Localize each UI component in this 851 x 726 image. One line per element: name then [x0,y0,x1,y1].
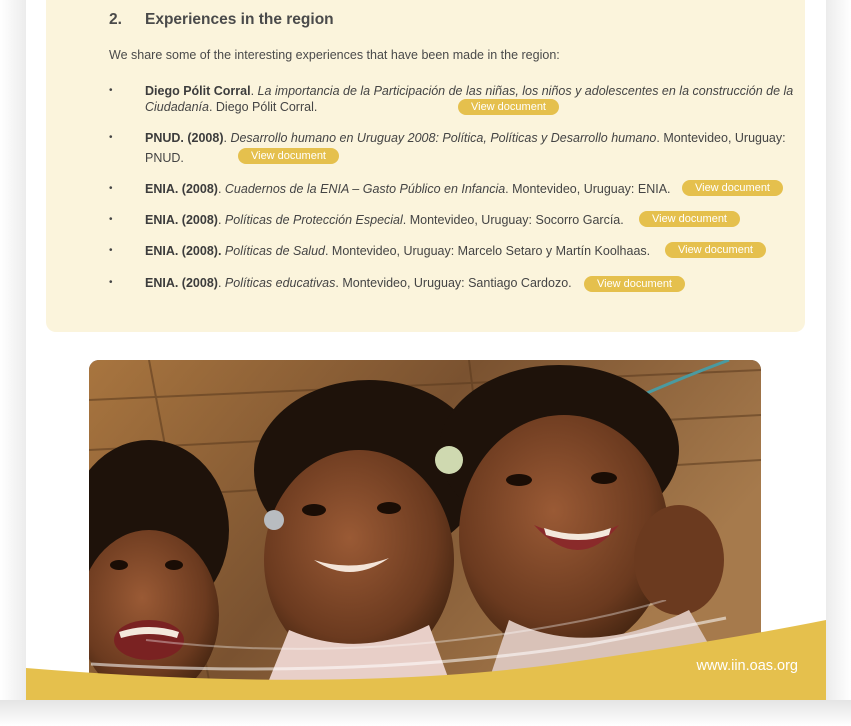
reference-item [109,275,809,291]
reference-title: La importancia de la Participación de las niñas, los niños y adolescentes en la construcción de la Ciudadanía [145,84,794,114]
footer-wave [26,600,826,700]
reference-title: Políticas educativas [224,276,336,290]
reference-author: ENIA. (2008). [145,244,222,258]
reference-author: ENIA. (2008) [145,182,218,196]
document-page [26,0,826,700]
reference-details: . Montevideo, Uruguay: Marcelo Setaro y Martín Koolhaas. [324,244,651,258]
reference-text [145,275,809,291]
reference-separator: . [217,182,225,196]
section-intro: We share some of the interesting experiences that have been made in the region: [109,48,560,62]
bullet: • [109,245,113,256]
reference-details: . Montevideo, Uruguay: Santiago Cardozo. [335,276,572,290]
section-heading [109,11,334,29]
view-document-button[interactable]: View document [639,211,740,227]
reference-title: Cuadernos de la ENIA – Gasto Público en Infancia [224,182,506,196]
reference-separator: . [217,276,225,290]
reference-separator: . [223,131,231,145]
reference-author: Diego Pólit Corral [145,84,251,98]
bullet: • [109,183,113,194]
bullet: • [109,85,113,96]
view-document-button[interactable]: View document [238,148,339,164]
section-title: Experiences in the region [145,11,334,28]
experiences-panel [46,0,805,332]
reference-author: PNUD. (2008) [145,131,224,145]
reference-title: Desarrollo humano en Uruguay 2008: Política, Políticas y Desarrollo humano [230,131,657,145]
section-number: 2. [109,11,122,28]
reference-details: . Diego Pólit Corral. [208,100,318,114]
reference-title: Políticas de Salud [224,244,325,258]
page-shadow-left [0,0,26,726]
view-document-button[interactable]: View document [458,99,559,115]
bullet: • [109,214,113,225]
reference-author: ENIA. (2008) [145,213,218,227]
reference-details: . Montevideo, Uruguay: Socorro García. [402,213,624,227]
reference-details: . Montevideo, Uruguay: ENIA. [505,182,671,196]
page-shadow-bottom [0,700,851,726]
footer-url[interactable]: www.iin.oas.org [696,658,798,674]
reference-author: ENIA. (2008) [145,276,218,290]
reference-details: . Montevideo, Uruguay: PNUD. [145,131,786,165]
bullet: • [109,277,113,288]
reference-item [109,130,809,164]
view-document-button[interactable]: View document [584,276,685,292]
reference-separator: . [217,213,225,227]
bullet: • [109,132,113,143]
view-document-button[interactable]: View document [665,242,766,258]
reference-title: Políticas de Protección Especial [224,213,403,227]
view-document-button[interactable]: View document [682,180,783,196]
page-shadow-right [826,0,851,726]
reference-separator: . [250,84,258,98]
